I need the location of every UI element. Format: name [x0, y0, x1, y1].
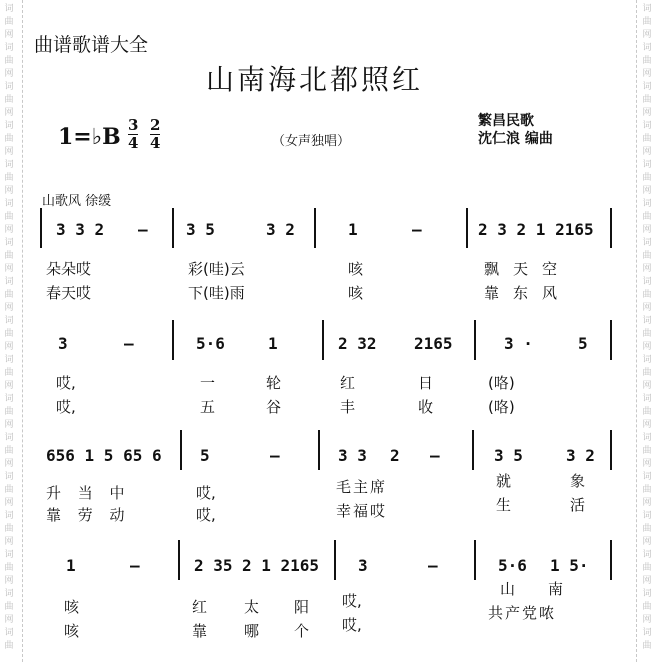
- watermark-glyph: 曲: [642, 407, 652, 417]
- lyric-verse1: 升 当 中: [46, 484, 131, 502]
- watermark-glyph: 曲: [642, 56, 652, 66]
- watermark-glyph: 网: [4, 30, 14, 40]
- time-signature-2-4: 2 4: [150, 116, 161, 152]
- watermark-glyph: 词: [4, 82, 14, 92]
- watermark-glyph: 曲: [642, 368, 652, 378]
- site-name: 曲谱歌谱大全: [34, 34, 149, 56]
- watermark-glyph: 网: [642, 69, 652, 79]
- notes: —: [412, 220, 422, 239]
- barline: [334, 540, 336, 580]
- watermark-glyph: 词: [642, 433, 652, 443]
- notes: 2 35: [194, 556, 233, 575]
- lyric-verse2: 哎,: [196, 506, 216, 524]
- notes: —: [130, 556, 140, 575]
- watermark-glyph: 曲: [642, 602, 652, 612]
- lyric-verse1: 日: [418, 374, 434, 392]
- watermark-glyph: 曲: [642, 134, 652, 144]
- watermark-glyph: 曲: [4, 602, 14, 612]
- watermark-glyph: 词: [642, 160, 652, 170]
- lyric-verse1: 彩(哇)云: [188, 260, 245, 278]
- lyric-verse2: 咳: [348, 284, 364, 302]
- lyric-verse1: 咳: [348, 260, 364, 278]
- watermark-glyph: 网: [642, 147, 652, 157]
- watermark-glyph: 网: [4, 615, 14, 625]
- lyric-verse1: 红: [192, 598, 208, 616]
- watermark-glyph: 网: [642, 342, 652, 352]
- watermark-glyph: 词: [4, 199, 14, 209]
- lyric-verse2: 个: [294, 622, 310, 640]
- lyric-verse2: 哎,: [56, 398, 76, 416]
- lyric-verse2: 哪: [244, 622, 260, 640]
- watermark-glyph: 词: [4, 550, 14, 560]
- watermark-glyph: 网: [642, 498, 652, 508]
- song-title: 山南海北都照红: [206, 63, 424, 96]
- barline: [172, 320, 174, 360]
- barline: [610, 430, 612, 470]
- watermark-glyph: 网: [4, 576, 14, 586]
- watermark-glyph: 网: [4, 537, 14, 547]
- barline: [172, 208, 174, 248]
- performance-mode: （女声独唱）: [272, 134, 351, 149]
- watermark-glyph: 网: [642, 30, 652, 40]
- watermark-glyph: 词: [4, 277, 14, 287]
- lyric-verse2: 生: [496, 496, 512, 514]
- notes: 3: [358, 556, 368, 575]
- lyric-verse1: 毛主席: [336, 478, 388, 496]
- watermark-glyph: 词: [642, 355, 652, 365]
- watermark-glyph: 网: [642, 459, 652, 469]
- notes: —: [270, 446, 280, 465]
- watermark-glyph: 词: [642, 472, 652, 482]
- watermark-glyph: 曲: [4, 251, 14, 261]
- watermark-glyph: 词: [4, 121, 14, 131]
- notes: 656 1 5 65 6: [46, 446, 162, 465]
- watermark-glyph: 词: [4, 160, 14, 170]
- watermark-glyph: 词: [642, 82, 652, 92]
- watermark-glyph: 网: [642, 225, 652, 235]
- watermark-glyph: 词: [4, 316, 14, 326]
- watermark-glyph: 曲: [4, 641, 14, 651]
- watermark-glyph: 词: [4, 511, 14, 521]
- watermark-glyph: 词: [642, 550, 652, 560]
- watermark-glyph: 曲: [642, 329, 652, 339]
- watermark-glyph: 曲: [642, 95, 652, 105]
- watermark-glyph: 词: [4, 433, 14, 443]
- notes: —: [430, 446, 440, 465]
- watermark-glyph: 词: [4, 238, 14, 248]
- notes: 1: [348, 220, 358, 239]
- lyric-verse1: 哎,: [196, 484, 216, 502]
- watermark-glyph: 词: [642, 628, 652, 638]
- barline: [610, 208, 612, 248]
- watermark-glyph: 词: [642, 238, 652, 248]
- watermark-glyph: 词: [4, 43, 14, 53]
- watermark-glyph: 词: [4, 628, 14, 638]
- notes: 3 3: [338, 446, 367, 465]
- lyric-verse2: 春天哎: [46, 284, 92, 302]
- barline: [466, 208, 468, 248]
- watermark-glyph: 曲: [642, 17, 652, 27]
- barline: [314, 208, 316, 248]
- barline: [178, 540, 180, 580]
- lyric-verse2: 哎,: [342, 616, 362, 634]
- watermark-glyph: 词: [642, 199, 652, 209]
- watermark-glyph: 曲: [4, 95, 14, 105]
- lyric-verse2: 咳: [64, 622, 80, 640]
- watermark-glyph: 曲: [642, 446, 652, 456]
- watermark-glyph: 曲: [4, 329, 14, 339]
- lyric-verse1: 太: [244, 598, 260, 616]
- barline: [322, 320, 324, 360]
- lyric-verse1: 山: [500, 580, 516, 598]
- lyric-verse2: 共产党哝: [488, 604, 557, 622]
- watermark-glyph: 曲: [4, 407, 14, 417]
- watermark-glyph: 词: [4, 394, 14, 404]
- lyric-verse2: 靠东风: [484, 284, 572, 302]
- barline: [474, 320, 476, 360]
- barline: [610, 540, 612, 580]
- watermark-glyph: 网: [4, 108, 14, 118]
- watermark-glyph: 词: [642, 316, 652, 326]
- watermark-glyph: 词: [642, 511, 652, 521]
- lyric-verse1: 阳: [294, 598, 310, 616]
- watermark-glyph: 词: [4, 355, 14, 365]
- notes: 2: [390, 446, 400, 465]
- notes: 3 ·: [504, 334, 533, 353]
- barline: [472, 430, 474, 470]
- watermark-glyph: 词: [642, 277, 652, 287]
- lyric-verse2: 靠 劳 动: [46, 506, 131, 524]
- watermark-glyph: 曲: [4, 368, 14, 378]
- watermark-glyph: 曲: [4, 134, 14, 144]
- notes: 3 5: [494, 446, 523, 465]
- lyric-verse1: 红: [340, 374, 356, 392]
- notes: 2165: [414, 334, 453, 353]
- barline: [180, 430, 182, 470]
- notes: —: [428, 556, 438, 575]
- lyric-verse2: 靠: [192, 622, 208, 640]
- lyric-verse1: (咯): [488, 374, 515, 392]
- watermark-glyph: 网: [4, 264, 14, 274]
- notes: 3: [58, 334, 68, 353]
- watermark-glyph: 词: [642, 121, 652, 131]
- watermark-glyph: 网: [642, 537, 652, 547]
- watermark-glyph: 网: [4, 420, 14, 430]
- watermark-glyph: 网: [4, 459, 14, 469]
- watermark-glyph: 曲: [4, 17, 14, 27]
- notes: 5: [578, 334, 588, 353]
- watermark-glyph: 网: [642, 264, 652, 274]
- watermark-glyph: 网: [642, 303, 652, 313]
- notes: 3 5: [186, 220, 215, 239]
- watermark-glyph: 网: [642, 381, 652, 391]
- watermark-glyph: 曲: [642, 485, 652, 495]
- lyric-verse2: 活: [570, 496, 586, 514]
- watermark-glyph: 网: [4, 225, 14, 235]
- lyric-verse1: 哎,: [56, 374, 76, 392]
- watermark-glyph: 网: [642, 615, 652, 625]
- watermark-glyph: 曲: [642, 641, 652, 651]
- watermark-glyph: 网: [642, 186, 652, 196]
- barline: [610, 320, 612, 360]
- watermark-glyph: 曲: [4, 173, 14, 183]
- watermark-glyph: 网: [4, 147, 14, 157]
- barline: [318, 430, 320, 470]
- watermark-glyph: 曲: [642, 563, 652, 573]
- watermark-glyph: 曲: [4, 446, 14, 456]
- time-signature-3-4: 3 4: [128, 116, 139, 152]
- lyric-verse1: 哎,: [342, 592, 362, 610]
- watermark-glyph: 曲: [642, 212, 652, 222]
- watermark-glyph: 曲: [642, 524, 652, 534]
- lyric-verse1: 南: [548, 580, 564, 598]
- watermark-glyph: 曲: [4, 212, 14, 222]
- watermark-glyph: 曲: [4, 56, 14, 66]
- watermark-glyph: 词: [4, 589, 14, 599]
- watermark-glyph: 网: [4, 186, 14, 196]
- key-signature: 1=♭B: [58, 124, 121, 150]
- lyric-verse1: 飘天空: [484, 260, 572, 278]
- credit-lyric: 繁昌民歌: [478, 113, 534, 129]
- watermark-glyph: 曲: [642, 251, 652, 261]
- watermark-glyph: 网: [642, 108, 652, 118]
- lyric-verse2: 谷: [266, 398, 282, 416]
- lyric-verse1: 就: [496, 472, 512, 490]
- watermark-glyph: 网: [4, 498, 14, 508]
- lyric-verse1: 一: [200, 374, 216, 392]
- notes: 5·6: [196, 334, 225, 353]
- lyric-verse2: 收: [418, 398, 434, 416]
- notes: 2 3 2 1 2165: [478, 220, 594, 239]
- notes: 5·6: [498, 556, 527, 575]
- notes: —: [124, 334, 134, 353]
- watermark-glyph: 网: [642, 420, 652, 430]
- notes: 1: [268, 334, 278, 353]
- barline: [40, 208, 42, 248]
- lyric-verse1: 咳: [64, 598, 80, 616]
- watermark-glyph: 词: [642, 43, 652, 53]
- lyric-verse2: 幸福哎: [336, 502, 388, 520]
- watermark-glyph: 曲: [4, 524, 14, 534]
- lyric-verse2: 五: [200, 398, 216, 416]
- lyric-verse2: 丰: [340, 398, 356, 416]
- notes: 1 5·: [550, 556, 589, 575]
- notes: 3 2: [266, 220, 295, 239]
- notes: 2 32: [338, 334, 377, 353]
- lyric-verse1: 朵朵哎: [46, 260, 92, 278]
- barline: [474, 540, 476, 580]
- watermark-glyph: 词: [4, 4, 14, 14]
- watermark-glyph: 词: [642, 4, 652, 14]
- lyric-verse2: 下(哇)雨: [188, 284, 245, 302]
- watermark-glyph: 网: [4, 303, 14, 313]
- notes: 3 3 2: [56, 220, 105, 239]
- tempo-marking: 山歌风 徐缓: [42, 194, 112, 209]
- lyric-verse2: (咯): [488, 398, 515, 416]
- notes: 3 2: [566, 446, 595, 465]
- watermark-glyph: 词: [4, 472, 14, 482]
- watermark-glyph: 网: [4, 69, 14, 79]
- lyric-verse1: 轮: [266, 374, 282, 392]
- watermark-glyph: 网: [4, 342, 14, 352]
- watermark-glyph: 曲: [4, 563, 14, 573]
- notes: 5: [200, 446, 210, 465]
- credit-music: 沈仁浪 编曲: [478, 131, 553, 147]
- watermark-glyph: 曲: [642, 173, 652, 183]
- watermark-glyph: 曲: [4, 485, 14, 495]
- watermark-glyph: 网: [642, 576, 652, 586]
- notes: —: [138, 220, 148, 239]
- notes: 1: [66, 556, 76, 575]
- watermark-glyph: 词: [642, 589, 652, 599]
- watermark-glyph: 词: [642, 394, 652, 404]
- notes: 2 1 2165: [242, 556, 320, 575]
- lyric-verse1: 象: [570, 472, 586, 490]
- watermark-glyph: 曲: [642, 290, 652, 300]
- watermark-glyph: 曲: [4, 290, 14, 300]
- watermark-glyph: 网: [4, 381, 14, 391]
